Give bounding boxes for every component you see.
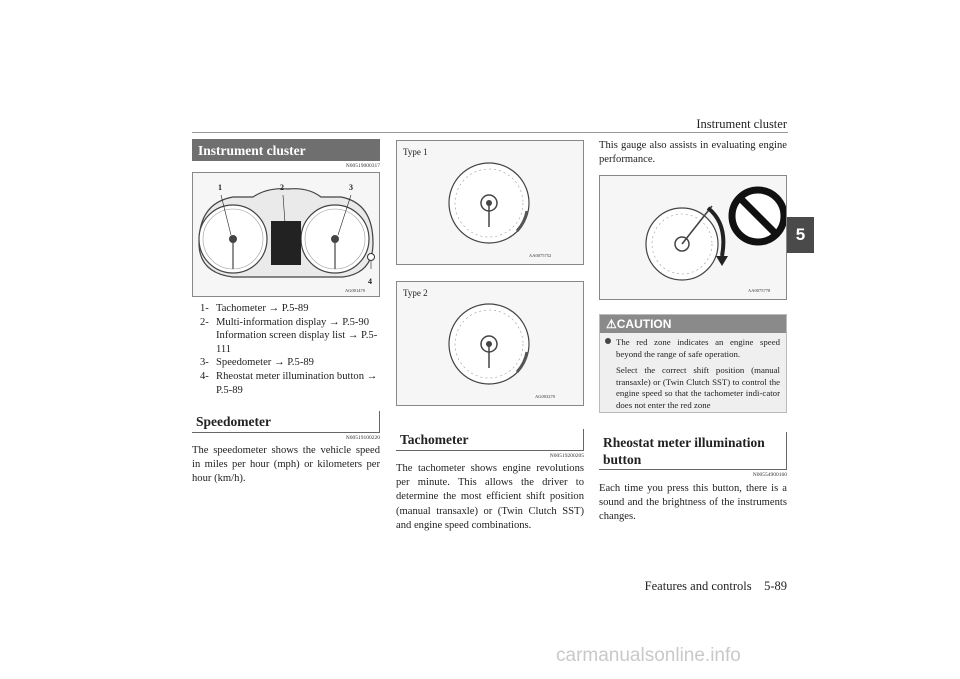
caution-body: The red zone indicates an engine speed beyond the range of safe operation. Select the correct shift position (manual transaxle) or (Twin Clutch SST) to control the engine speed so that the tachometer indi-cator does not enter the red zone [600,333,786,416]
tachometer-illustration-type2 [397,282,583,405]
bullet-icon [605,338,611,344]
section-code: N00519200205 [549,453,584,459]
speedometer-text: The speedometer shows the vehicle speed in miles per hour (mph) or kilometers per hour (km/h). [192,445,380,485]
caution-box [599,314,787,413]
tachometer-text: The tachometer shows engine revolutions per minute. This allows the driver to determine the most efficient shift position (manual transaxle) or (Twin Clutch SST) and engine speed combinations. [396,463,584,531]
section-code: N00554900160 [752,472,787,478]
figure-code: AA0075778 [748,288,771,293]
callout-4: 4 [368,277,372,286]
caution-header: ⚠CAUTION [600,315,786,333]
page-header-title: Instrument cluster [696,117,787,131]
figure-code: AG001470 [345,288,365,293]
section-heading-tachometer: Tachometer [396,429,584,451]
tachometer-figure-type2 [396,281,584,406]
watermark[interactable]: carmanualsonline.info [556,645,741,666]
list-item: 3- Speedometer → P.5-89 [200,357,314,369]
list-item: 1- Tachometer → P.5-89 [200,303,309,314]
chapter-tab[interactable]: 5 [787,217,814,253]
section-heading-speedometer: Speedometer [192,411,380,433]
figure-code: AA0075752 [529,253,552,258]
figure-label: Type 2 [403,288,428,298]
callout-1: 1 [218,183,222,192]
section-heading-rheostat: Rheostat meter illumination button [599,432,787,470]
callout-2: 2 [280,183,284,192]
rheostat-text: Each time you press this button, there is a sound and the brightness of the instruments changes. [599,483,787,523]
list-item: 4- Rheostat meter illumination button → P.5-89 [200,370,378,396]
page-footer: Features and controls 5-89 [644,579,787,593]
gauge-intro-text: This gauge also assists in evaluating engine performance. [599,140,787,166]
red-zone-illustration [600,176,786,299]
figure-label: Type 1 [403,147,428,157]
red-zone-figure [599,175,787,300]
list-item: 2- Multi-information display → P.5-90 [200,316,370,328]
section-code: N00519100220 [345,435,380,441]
section-heading-instrument-cluster: Instrument cluster [192,139,380,161]
callout-3: 3 [349,183,353,192]
tachometer-figure-type1 [396,140,584,265]
tachometer-illustration-type1 [397,141,583,264]
header-rule [192,132,788,133]
section-code: N00519000317 [345,163,380,169]
cluster-figure [192,172,380,297]
component-list [200,302,382,397]
warning-triangle-icon: ⚠ [606,317,617,331]
list-item: Information screen display list → P.5-111 [216,330,378,355]
figure-code: AG003270 [535,394,555,399]
